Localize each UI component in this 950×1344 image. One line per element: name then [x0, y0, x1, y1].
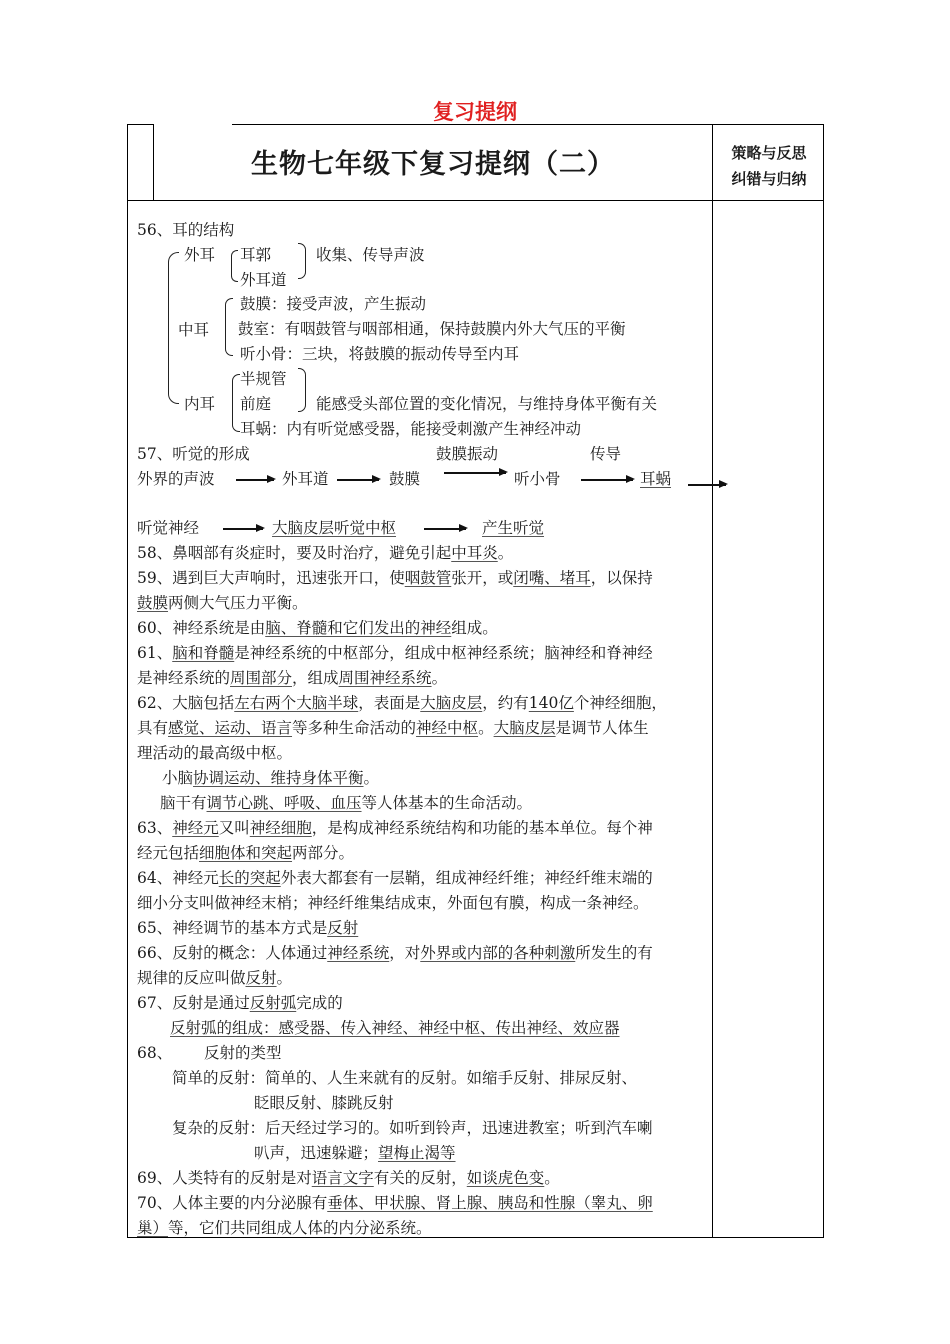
step-auditory-cortex: 大脑皮层听觉中枢 — [272, 519, 397, 537]
item-66-line-1 — [137, 943, 653, 963]
inner-right-brace — [298, 368, 306, 412]
inner-ear-function: 能感受头部位置的变化情况，与维持身体平衡有关 — [316, 395, 658, 413]
item-67-line-1 — [137, 993, 343, 1013]
middle-ear-part-c: 听小骨：三块，将鼓膜的振动传导至内耳 — [240, 345, 520, 363]
item-63-text-2: ，是构成神经系统结构和功能的基本单位。每个神 — [311, 819, 653, 837]
middle-brace — [225, 298, 233, 356]
arrow-2 — [337, 479, 379, 481]
item-62-text-11: 脑干有 — [160, 794, 207, 812]
item-70-text-2: 等，它们共同组成人体的内分泌系统。 — [168, 1219, 432, 1237]
item-62-line-2 — [137, 718, 649, 738]
arrow-7 — [424, 528, 466, 530]
item-63-text-4: 两部分。 — [292, 844, 355, 862]
item-62-text-4: 个神经细胞， — [573, 694, 667, 712]
item-66-end: 。 — [276, 969, 293, 987]
middle-ear-part-a: 鼓膜：接受声波，产生振动 — [240, 295, 427, 313]
table-right-border — [823, 124, 824, 1238]
red-title: 复习提纲 — [433, 100, 517, 124]
item-62-answer-2: 大脑皮层 — [420, 694, 483, 712]
ear-heading: 56、耳的结构 — [137, 221, 235, 239]
hearing-heading: 57、听觉的形成 — [137, 445, 250, 463]
item-68-complex-2 — [254, 1143, 456, 1163]
inner-ear-part-c: 耳蜗：内有听觉感受器，能接受刺激产生神经冲动 — [240, 420, 582, 438]
item-62-text-3: ，约有 — [482, 694, 529, 712]
outer-ear-function: 收集、传导声波 — [316, 246, 425, 264]
item-61-answer-1: 脑和脊髓 — [172, 644, 235, 662]
arrow-3 — [444, 472, 506, 474]
item-61-answer-3: 周围神经系统 — [338, 669, 432, 687]
item-59-answer-3: 鼓膜 — [137, 594, 169, 612]
item-68-heading: 反射的类型 — [204, 1044, 282, 1062]
item-61-text-3: ，组成 — [292, 669, 339, 687]
item-59-text-4: 两侧大气压力平衡。 — [168, 594, 308, 612]
item-59-text: 59、遇到巨大声响时，迅速张开口，使 — [137, 569, 405, 587]
item-63-answer-1: 神经元 — [172, 819, 219, 837]
item-65-answer: 反射 — [327, 919, 359, 937]
item-63-text-3: 经元包括 — [137, 844, 200, 862]
item-62-cerebellum — [162, 768, 379, 788]
item-69-text-2: 有关的反射， — [373, 1169, 467, 1187]
item-66-line-2 — [137, 968, 292, 988]
item-62-line-1 — [137, 693, 667, 713]
item-62-answer-5: 神经中枢 — [416, 719, 479, 737]
item-59-text-3: ，以保持 — [590, 569, 653, 587]
item-62-answer-3: 140亿 — [528, 694, 574, 712]
item-67-answer-2: 感受器、传入神经、神经中枢、传出神经、效应器 — [278, 1019, 620, 1037]
step-auditory-nerve: 听觉神经 — [137, 519, 200, 537]
item-61-num: 61、 — [137, 644, 173, 662]
item-66-text-2: ，对 — [389, 944, 421, 962]
side-header-line-1: 策略与反思 — [731, 144, 807, 162]
table-top-line — [232, 124, 824, 125]
item-62-answer-1: 左右两个大脑半球 — [234, 694, 359, 712]
item-61-line-2 — [137, 668, 447, 688]
item-58-end: 。 — [497, 544, 514, 562]
step-eardrum: 鼓膜 — [389, 470, 421, 488]
arrow-label-conduct: 传导 — [590, 445, 622, 463]
item-68-simple-2: 眨眼反射、膝跳反射 — [254, 1094, 394, 1112]
step-ossicles: 听小骨 — [514, 470, 561, 488]
item-70-text: 70、人体主要的内分泌腺有 — [137, 1194, 328, 1212]
item-59-line-1 — [137, 568, 653, 588]
step-ear-canal: 外耳道 — [282, 470, 329, 488]
table-col-divider — [712, 124, 713, 1238]
side-column-header — [714, 140, 824, 192]
middle-ear-label: 中耳 — [178, 321, 210, 339]
item-62-text-5: 具有 — [137, 719, 169, 737]
item-69-answer-1: 语言文字 — [311, 1169, 374, 1187]
item-64-line-1 — [137, 868, 653, 888]
item-63-answer-2: 神经细胞 — [249, 819, 312, 837]
item-64-line-2: 细小分支叫做神经末梢；神经纤维集结成束，外面包有膜，构成一条神经。 — [137, 894, 649, 912]
item-59-answer-1: 咽鼓管 — [404, 569, 452, 587]
item-59-line-2 — [137, 593, 308, 613]
table-inner-left-line — [153, 124, 154, 200]
item-63-answer-3: 细胞体和突起 — [199, 844, 293, 862]
item-69-end: 。 — [544, 1169, 560, 1187]
outer-ear-part-a: 耳郭 — [240, 246, 272, 264]
item-62-text-2: ，表面是 — [358, 694, 421, 712]
item-66-answer-2: 外界或内部的各种刺激 — [420, 944, 576, 962]
inner-ear-label: 内耳 — [184, 395, 216, 413]
item-65-text: 65、神经调节的基本方式是 — [137, 919, 328, 937]
step-cochlea: 耳蜗 — [640, 470, 672, 488]
step-hearing-produced: 产生听觉 — [482, 519, 545, 537]
inner-ear-part-a: 半规管 — [240, 370, 287, 388]
item-62-text: 62、大脑包括 — [137, 694, 235, 712]
arrow-5 — [688, 484, 726, 486]
outer-right-brace — [298, 243, 306, 279]
item-69 — [137, 1168, 560, 1188]
table-left-border — [127, 124, 128, 1238]
step-external-sound: 外界的声波 — [137, 470, 215, 488]
item-64-text-2: 外表大都套有一层鞘，组成神经纤维；神经纤维末端的 — [280, 869, 653, 887]
item-68-text: 叭声，迅速躲避； — [254, 1144, 379, 1162]
item-62-text-6: 等多种生命活动的 — [292, 719, 417, 737]
item-62-answer-6: 大脑皮层 — [493, 719, 556, 737]
inner-brace — [232, 374, 240, 432]
item-58-text: 58、鼻咽部有炎症时，要及时治疗，避免引起 — [137, 544, 452, 562]
item-58 — [137, 543, 513, 563]
arrow-label-eardrum-vibration: 鼓膜振动 — [436, 445, 499, 463]
item-61-end: 。 — [431, 669, 448, 687]
item-67-label: 反射弧的组成： — [170, 1019, 279, 1037]
item-61-line-1 — [137, 643, 653, 663]
item-63-line-1 — [137, 818, 653, 838]
item-59-text-2: 张开，或 — [451, 569, 514, 587]
item-66-answer-3: 反射 — [245, 969, 277, 987]
item-63-num: 63、 — [137, 819, 173, 837]
item-68-complex-1: 复杂的反射：后天经过学习的。如听到铃声，迅速进教室；听到汽车喇 — [172, 1119, 653, 1137]
item-60-end: 组成。 — [451, 619, 498, 637]
item-68-num: 68、 — [137, 1044, 173, 1062]
item-64-answer: 长的突起 — [218, 869, 281, 887]
item-59-answer-2: 闭嘴、堵耳 — [513, 569, 591, 587]
item-70-line-2 — [137, 1218, 432, 1238]
outer-ear-part-b: 外耳道 — [240, 271, 287, 289]
middle-ear-part-b: 鼓室：有咽鼓管与咽部相通，保持鼓膜内外大气压的平衡 — [238, 320, 626, 338]
outer-left-brace — [231, 250, 238, 282]
item-62-text-12: 等人体基本的生命活动。 — [361, 794, 533, 812]
item-66-text: 66、反射的概念：人体通过 — [137, 944, 328, 962]
item-62-text-9: 小脑 — [162, 769, 194, 787]
item-66-answer-1: 神经系统 — [327, 944, 390, 962]
item-60-answer: 脑、脊髓和它们发出的神经 — [265, 619, 452, 637]
page-title: 生物七年级下复习提纲（二） — [251, 149, 615, 180]
item-62-text-10: 。 — [363, 769, 380, 787]
item-62-text-7: 。 — [478, 719, 494, 737]
item-62-answer-8: 调节心跳、呼吸、血压 — [206, 794, 362, 812]
item-61-text: 是神经系统的中枢部分，组成中枢神经系统；脑神经和脊神经 — [234, 644, 653, 662]
arrow-6 — [223, 528, 263, 530]
item-61-text-2: 是神经系统的 — [137, 669, 231, 687]
table-header-bottom — [127, 200, 824, 201]
item-66-text-4: 规律的反应叫做 — [137, 969, 246, 987]
arrow-1 — [236, 479, 274, 481]
item-65 — [137, 918, 358, 938]
table-top-left-line — [127, 124, 153, 125]
item-69-text: 69、人类特有的反射是对 — [137, 1169, 312, 1187]
item-66-text-3: 所发生的有 — [575, 944, 653, 962]
item-70-answer-2: 巢） — [137, 1219, 169, 1237]
item-61-answer-2: 周围部分 — [230, 669, 293, 687]
item-69-answer-2: 如谈虎色变 — [466, 1169, 545, 1187]
item-62-text-8: 是调节人体生 — [555, 719, 649, 737]
item-62-answer-4: 感觉、运动、语言 — [168, 719, 293, 737]
item-62-answer-7: 协调运动、维持身体平衡 — [193, 769, 364, 787]
item-62-brainstem — [160, 793, 532, 813]
item-62-line-3: 理活动的最高级中枢。 — [137, 744, 293, 762]
item-70-line-1 — [137, 1193, 653, 1213]
inner-ear-part-b: 前庭 — [240, 395, 272, 413]
item-60-text: 60、神经系统是由 — [137, 619, 266, 637]
side-header-line-2: 纠错与归纳 — [731, 170, 807, 188]
arrow-4 — [581, 479, 633, 481]
item-67-text-2: 完成的 — [296, 994, 343, 1012]
item-63-text: 又叫 — [218, 819, 250, 837]
item-67-answer-1: 反射弧 — [249, 994, 297, 1012]
item-67-line-2 — [170, 1018, 620, 1038]
item-58-answer: 中耳炎 — [451, 544, 498, 562]
item-67-text: 67、反射是通过 — [137, 994, 250, 1012]
item-63-line-2 — [137, 843, 354, 863]
outer-ear-label: 外耳 — [184, 246, 216, 264]
item-68-answer: 望梅止渴等 — [378, 1144, 456, 1162]
item-64-text: 64、神经元 — [137, 869, 219, 887]
item-70-answer-1: 垂体、甲状腺、肾上腺、胰岛和性腺（睾丸、卵 — [327, 1194, 653, 1212]
item-68-simple-1: 简单的反射：简单的、人生来就有的反射。如缩手反射、排尿反射、 — [172, 1069, 638, 1087]
item-60 — [137, 618, 498, 638]
